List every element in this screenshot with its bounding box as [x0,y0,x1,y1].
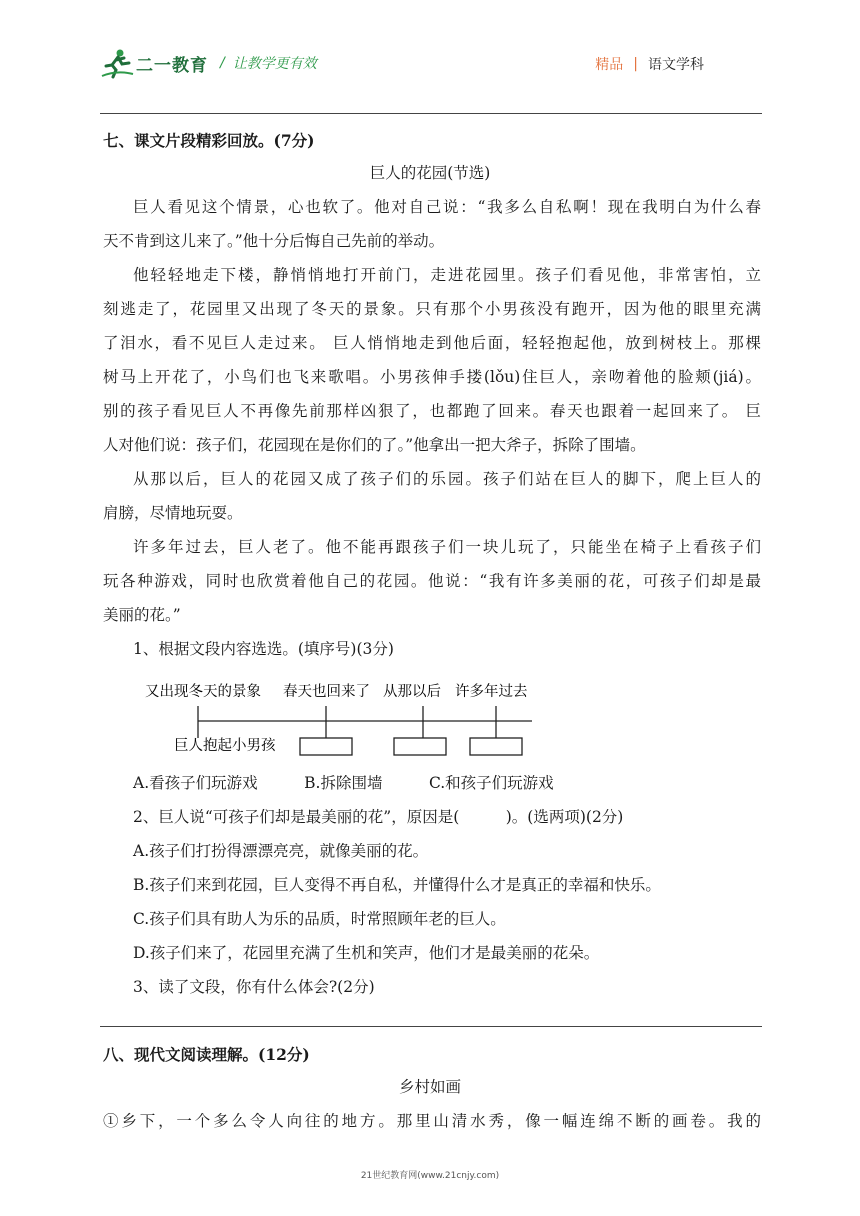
section-divider [100,1026,762,1027]
subject-label: 语文学科 [648,57,704,73]
option-d: D.孩子们来了，花园里充满了生机和笑声，他们才是最美丽的花朵。 [133,944,600,962]
page-footer: 21世纪教育网(www.21cnjy.com) [360,1171,500,1181]
passage-line: 从那以后，巨人的花园又成了孩子们的乐园。孩子们站在巨人的脚下，爬上巨人的 [133,470,761,488]
section7-title: 巨人的花园(节选) [369,164,491,182]
passage-line: 许多年过去，巨人老了。他不能再跟孩子们一块儿玩了，只能坐在椅子上看孩子们 [133,538,761,556]
page-header [100,44,762,84]
passage-line: ①乡下，一个多么令人向往的地方。那里山清水秀，像一幅连绵不断的画卷。我的 [103,1112,761,1130]
logo [100,46,317,80]
timeline-label: 许多年过去 [455,684,528,700]
section8-title: 乡村如画 [398,1078,461,1096]
passage-line: 树马上开花了，小鸟们也飞来歌唱。小男孩伸手搂(lǒu)住巨人，亲吻着他的脸颊(jiá)。 [103,368,761,386]
timeline-first-answer: 巨人抱起小男孩 [174,738,276,754]
passage-line: 天不肯到这儿来了。”他十分后悔自己先前的举动。 [103,232,445,250]
passage-line: 玩各种游戏，同时也欣赏着他自己的花园。他说：“我有许多美丽的花，可孩子们却是最 [103,572,761,590]
passage-line: 别的孩子看见巨人不再像先前那样凶狠了，也都跑了回来。春天也跟着一起回来了。 巨 [103,402,761,420]
slogan: 让教学更有效 [232,56,317,72]
question-3: 3、读了文段，你有什么体会?(2分) [133,978,375,996]
timeline-diagram [140,680,560,760]
answer-box[interactable] [470,738,522,755]
section8-heading: 八、现代文阅读理解。(12分) [103,1045,310,1064]
header-rule [100,113,762,114]
timeline-label: 从那以后 [383,684,441,700]
question-2: 2、巨人说“可孩子们却是最美丽的花”，原因是( )。(选两项)(2分) [133,808,624,826]
answer-box[interactable] [394,738,446,755]
timeline-label: 又出现冬天的景象 [145,684,261,700]
question-1-options: A.看孩子们玩游戏 B.拆除围墙 C.和孩子们玩游戏 [133,774,554,792]
passage-line: 美丽的花。” [103,606,181,624]
option-b: B.孩子们来到花园，巨人变得不再自私，并懂得什么才是真正的幸福和快乐。 [133,876,661,894]
timeline-label: 春天也回来了 [283,684,370,700]
passage-line: 人对他们说：孩子们，花园现在是你们的了。”他拿出一把大斧子，拆除了围墙。 [103,436,646,454]
quality-label: 精品 [595,57,624,73]
slogan-separator: / [220,55,225,71]
passage-line: 了泪水，看不见巨人走过来。 巨人悄悄地走到他后面，轻轻抱起他，放到树枝上。那棵 [103,334,761,352]
runner-logo-icon [100,46,134,80]
answer-box[interactable] [300,738,352,755]
header-divider: | [633,56,638,72]
passage-line: 肩膀，尽情地玩耍。 [103,504,243,522]
option-c: C.孩子们具有助人为乐的品质，时常照顾年老的巨人。 [133,910,506,928]
option-a: A.孩子们打扮得漂漂亮亮，就像美丽的花。 [133,842,429,860]
section7-heading: 七、课文片段精彩回放。(7分) [103,131,315,150]
passage-line: 他轻轻地走下楼，静悄悄地打开前门，走进花园里。孩子们看见他，非常害怕，立 [133,266,761,284]
question-1: 1、根据文段内容选选。(填序号)(3分) [133,640,394,658]
brand-name: 二一教育 [136,55,208,76]
passage-line: 刻逃走了，花园里又出现了冬天的景象。只有那个小男孩没有跑开，因为他的眼里充满 [103,300,761,318]
passage-line: 巨人看见这个情景，心也软了。他对自己说：“我多么自私啊！现在我明白为什么春 [133,198,761,216]
header-meta [595,54,704,74]
